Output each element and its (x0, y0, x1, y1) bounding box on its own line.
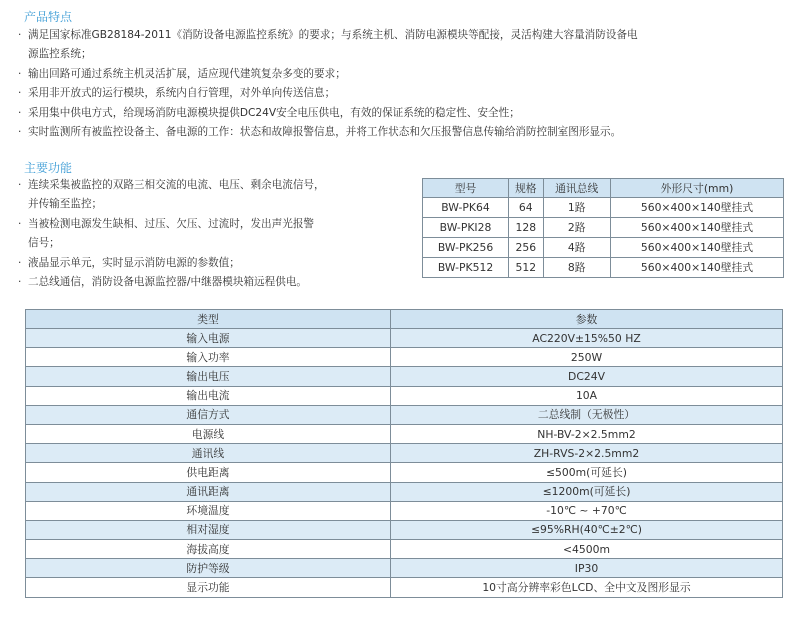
features-item-text: 采用非开放式的运行模块，系统内自行管理，对外单向传送信息； (28, 87, 336, 100)
param_table-cell: 10寸高分辨率彩色LCD、全中文及图形显示 (391, 578, 783, 597)
param_table-cell: 250W (391, 348, 783, 367)
table-row (26, 540, 783, 559)
table-row (423, 238, 784, 258)
features-item-text: 输出回路可通过系统主机灵活扩展，适应现代建筑复杂多变的要求； (28, 67, 346, 80)
table-row (26, 482, 783, 501)
param_table-cell: <4500m (391, 540, 783, 559)
table-row (423, 198, 784, 218)
model_table-cell: 560×400×140壁挂式 (610, 218, 783, 238)
table-row (26, 348, 783, 367)
param_table-cell: -10℃ ~ +70℃ (391, 501, 783, 520)
model_table-cell: BW-PKI28 (423, 218, 509, 238)
model_table-cell: 1路 (543, 198, 610, 218)
table-row (26, 405, 783, 424)
table-row (26, 367, 783, 386)
param_table-cell: 通讯线 (26, 444, 391, 463)
functions-item (18, 273, 398, 292)
model-table (422, 178, 784, 278)
model_table-cell: BW-PK512 (423, 258, 509, 278)
features-item-text: 实时监测所有被监控设备主、备电源的工作：状态和故障报警信息，并将工作状态和欠压报警信息传输给消防控制室图形显示。 (28, 126, 622, 139)
functions-item (18, 254, 398, 273)
model_table-header-cell: 型号 (423, 179, 509, 198)
table-row (26, 520, 783, 539)
param_table-cell: AC220V±15%50 HZ (391, 329, 783, 348)
functions-title: 主要功能 (24, 161, 73, 175)
model_table-cell: 128 (509, 218, 543, 238)
param-table-header (26, 310, 783, 329)
param_table-cell: 显示功能 (26, 578, 391, 597)
table-row (423, 218, 784, 238)
model_table-cell: BW-PK256 (423, 238, 509, 258)
param_table-cell: 二总线制（无极性） (391, 405, 783, 424)
model_table-cell: 256 (509, 238, 543, 258)
functions-item-text: 并传输至监控； (28, 198, 103, 211)
features-item (18, 65, 658, 84)
table-row (26, 578, 783, 597)
param_table-cell: IP30 (391, 559, 783, 578)
param_table-cell: 防护等级 (26, 559, 391, 578)
param_table-header-cell: 参数 (391, 310, 783, 329)
table-row (26, 501, 783, 520)
model_table-cell: 4路 (543, 238, 610, 258)
table-row (26, 463, 783, 482)
functions-item (18, 215, 398, 254)
param_table-cell: 通信方式 (26, 405, 391, 424)
param_table-cell: 10A (391, 386, 783, 405)
param_table-cell: NH-BV-2×2.5mm2 (391, 424, 783, 443)
param_table-cell: 电源线 (26, 424, 391, 443)
table-row (423, 258, 784, 278)
model_table-cell: 2路 (543, 218, 610, 238)
model_table-header-cell: 规格 (509, 179, 543, 198)
features-item (18, 123, 658, 142)
model_table-cell: 512 (509, 258, 543, 278)
model_table-cell: 560×400×140壁挂式 (610, 258, 783, 278)
table-row (26, 559, 783, 578)
param_table-header-cell: 类型 (26, 310, 391, 329)
features-item (18, 84, 658, 103)
features-title: 产品特点 (24, 10, 73, 24)
param_table-cell: 输出电流 (26, 386, 391, 405)
param_table-cell: 海拔高度 (26, 540, 391, 559)
model_table-cell: 560×400×140壁挂式 (610, 238, 783, 258)
functions-item-text: 二总线通信，消防设备电源监控器/中继器模块箱远程供电。 (28, 276, 308, 289)
param_table-cell: 输入电源 (26, 329, 391, 348)
param_table-cell: ≤1200m(可延长) (391, 482, 783, 501)
functions-list (18, 176, 398, 292)
features-item-text: 源监控系统； (28, 48, 92, 61)
param_table-cell: 供电距离 (26, 463, 391, 482)
model-table-header (423, 179, 784, 198)
param-table (25, 309, 783, 598)
param_table-cell: 环境温度 (26, 501, 391, 520)
param_table-cell: DC24V (391, 367, 783, 386)
features-item-text: 采用集中供电方式，给现场消防电源模块提供DC24V安全电压供电，有效的保证系统的稳定性、安全性； (28, 106, 520, 119)
table-row (26, 424, 783, 443)
param_table-cell: 输出电压 (26, 367, 391, 386)
functions-item (18, 176, 398, 215)
model_table-cell: 8路 (543, 258, 610, 278)
table-row (26, 386, 783, 405)
functions-item-text: 信号； (28, 237, 60, 250)
model_table-header-cell: 通讯总线 (543, 179, 610, 198)
functions-item-text: 当被检测电源发生缺相、过压、欠压、过流时，发出声光报警 (28, 217, 315, 230)
model_table-cell: 64 (509, 198, 543, 218)
features-item (18, 26, 658, 65)
param_table-cell: ≤95%RH(40℃±2℃) (391, 520, 783, 539)
param_table-cell: 通讯距离 (26, 482, 391, 501)
param_table-cell: 相对湿度 (26, 520, 391, 539)
param_table-cell: ≤500m(可延长) (391, 463, 783, 482)
model_table-cell: 560×400×140壁挂式 (610, 198, 783, 218)
functions-item-text: 液晶显示单元，实时显示消防电源的参数值； (28, 256, 240, 269)
table-row (26, 329, 783, 348)
param_table-cell: 输入功率 (26, 348, 391, 367)
features-item-text: 满足国家标准GB28184-2011《消防设备电源监控系统》的要求；与系统主机、消防电源模块等配接，灵活构建大容量消防设备电 (28, 29, 638, 41)
model_table-header-cell: 外形尺寸(mm) (610, 179, 783, 198)
functions-item-text: 连续采集被监控的双路三相交流的电流、电压、剩余电流信号， (28, 179, 325, 191)
features-item (18, 104, 658, 123)
model_table-cell: BW-PK64 (423, 198, 509, 218)
features-list (18, 26, 658, 142)
table-row (26, 444, 783, 463)
param_table-cell: ZH-RVS-2×2.5mm2 (391, 444, 783, 463)
